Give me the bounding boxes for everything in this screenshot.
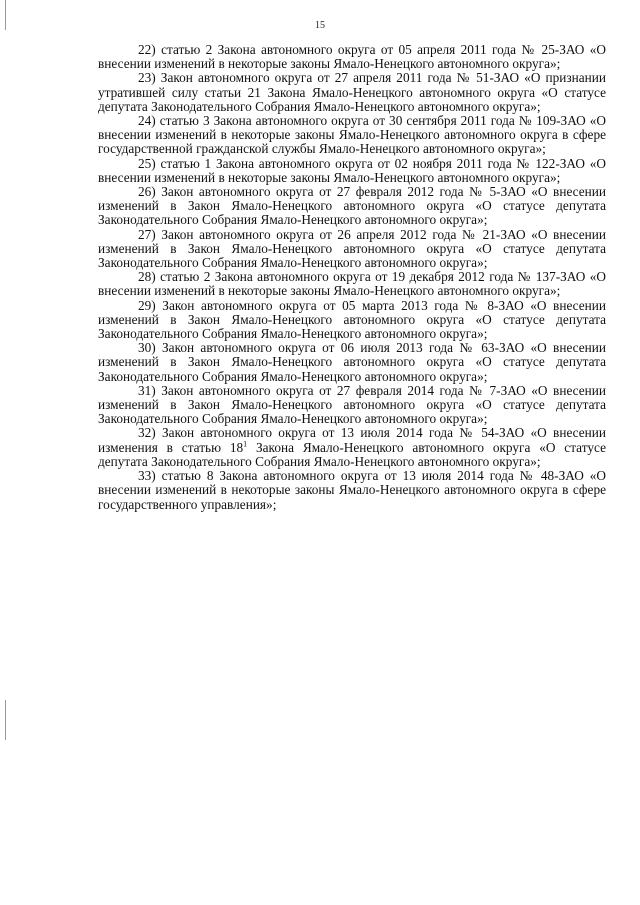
- list-item: 27) Закон автономного округа от 26 апреля 2012 года № 21-ЗАО «О внесении изменений в Закон Ямало-Ненецкого автономного округа «О статусе депутата Законодательного Собрания Ямало-Ненецкого автономного округа»;: [98, 226, 606, 271]
- list-item-text-end: Закона Ямало-Ненецкого автономного округа «О статусе депутата Законодательного Собрания Ямало-Ненецкого автономного округа»;: [98, 439, 606, 469]
- scan-edge-mark: [5, 700, 6, 740]
- list-item: [98, 426, 606, 469]
- list-item: 24) статью 3 Закона автономного округа от 30 сентября 2011 года № 109-ЗАО «О внесении изменений в некоторые законы Ямало-Ненецкого автономного округа в сфере государственной гражданской службы Ямало-Ненецкого автономного округа»;: [98, 113, 606, 157]
- superscript-marker: 1: [243, 439, 248, 449]
- page-number: 15: [315, 20, 325, 31]
- list-item: 26) Закон автономного округа от 27 февраля 2012 года № 5-ЗАО «О внесении изменений в Закон Ямало-Ненецкого автономного округа «О статусе депутата Законодательного Собрания Ямало-Ненецкого автономного округа»;: [98, 184, 606, 228]
- list-item: 31) Закон автономного округа от 27 февраля 2014 года № 7-ЗАО «О внесении изменений в Закон Ямало-Ненецкого автономного округа «О статусе депутата Законодательного Собрания Ямало-Ненецкого автономного округа»;: [98, 382, 606, 427]
- list-item: 29) Закон автономного округа от 05 марта 2013 года № 8-ЗАО «О внесении изменений в Закон Ямало-Ненецкого автономного округа «О статусе депутата Законодательного Собрания Ямало-Ненецкого автономного округа»;: [98, 297, 606, 342]
- list-item: 33) статью 8 Закона автономного округа от 13 июля 2014 года № 48-ЗАО «О внесении изменений в некоторые законы Ямало-Ненецкого автономного округа в сфере государственного управления»;: [98, 468, 606, 512]
- list-item: 23) Закон автономного округа от 27 апреля 2011 года № 51-ЗАО «О признании утратившей силу статьи 21 Закона Ямало-Ненецкого автономного округа «О статусе депутата Законодательного Собрания Ямало-Ненецкого автономного округа»;: [98, 70, 606, 114]
- list-item: 28) статью 2 Закона автономного округа от 19 декабря 2012 года № 137-ЗАО «О внесении изменений в некоторые законы Ямало-Ненецкого автономного округа»;: [98, 269, 606, 299]
- list-item-text-start: 32) Закон автономного округа от 13 июля 2014 года № 54-ЗАО «О внесении изменения в статью 18: [98, 425, 606, 455]
- list-item: 30) Закон автономного округа от 06 июля 2013 года № 63-ЗАО «О внесении изменений в Закон Ямало-Ненецкого автономного округа «О статусе депутата Законодательного Собрания Ямало-Ненецкого автономного округа»;: [98, 340, 606, 384]
- list-item: 25) статью 1 Закона автономного округа от 02 ноября 2011 года № 122-ЗАО «О внесении изменений в некоторые законы Ямало-Ненецкого автономного округа»;: [98, 155, 606, 185]
- list-item: 22) статью 2 Закона автономного округа от 05 апреля 2011 года № 25-ЗАО «О внесении изменений в некоторые законы Ямало-Ненецкого автономного округа»;: [98, 42, 606, 72]
- document-body: [98, 43, 606, 512]
